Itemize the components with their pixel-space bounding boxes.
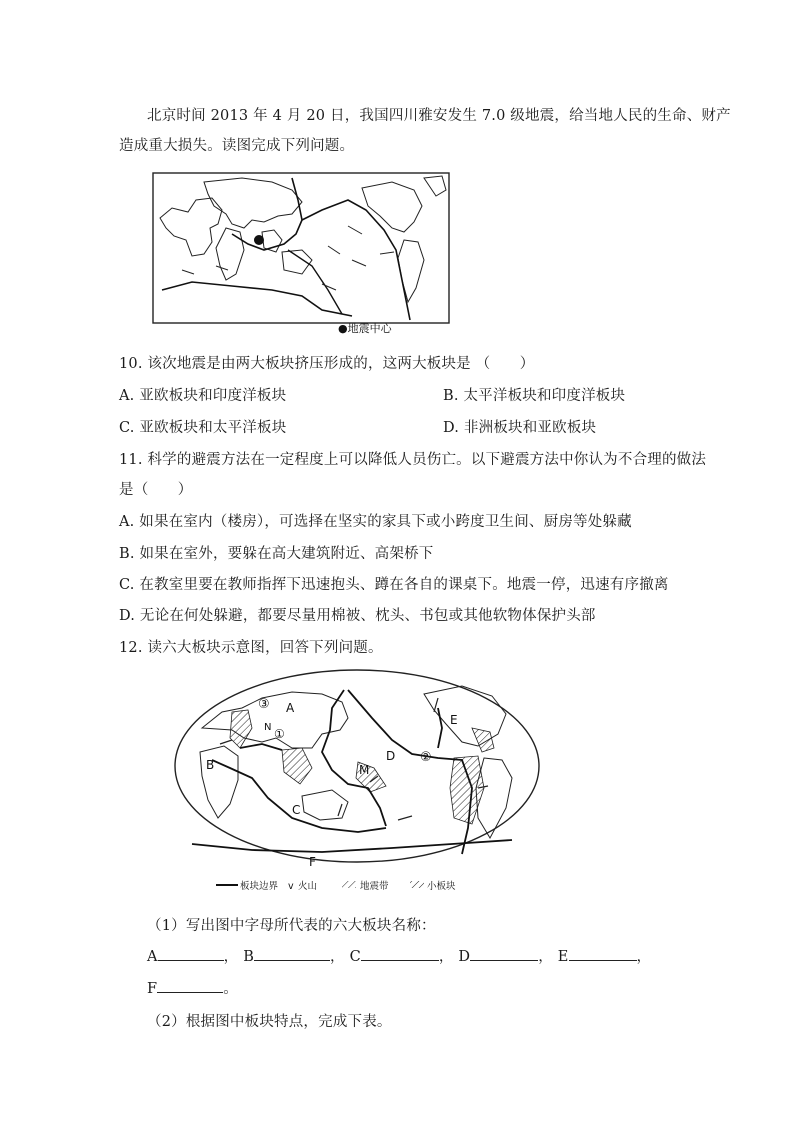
separator: ， [538,949,553,965]
legend-small-plate-swatch [410,881,424,888]
plate-label-e: E [450,713,458,727]
legend-quake-belt-swatch [342,881,356,888]
earthquake-map-figure [152,170,450,336]
legend-volcano: 火山 [298,881,318,892]
plate-label-m: M [359,763,370,777]
fill-blank-f[interactable] [157,978,223,993]
q11-stem-1: 11. 科学的避震方法在一定程度上可以降低人员伤亡。以下避震方法中你认为不合理的做法 [119,452,707,468]
plate-label-b: B [206,758,215,772]
fill-blank-e[interactable] [569,946,637,961]
six-plates-map [172,668,542,894]
plate-label-n: N [264,722,272,733]
fill-letter-a: A [147,949,158,965]
q12-stem: 12. 读六大板块示意图，回答下列问题。 [119,640,383,656]
separator: ， [636,949,652,965]
fill-letter-e: E [557,949,569,965]
fill-blank-c[interactable] [361,946,439,961]
intro-line-2: 造成重大损失。读图完成下列问题。 [119,138,355,154]
q12-fill-row-2 [147,977,238,998]
legend-quake-belt: 地震带 [360,881,389,892]
fill-blank-b[interactable] [254,946,330,961]
fill-letter-d: D [458,949,471,965]
legend-small-plate: 小板块 [427,881,456,892]
six-plates-map-figure [172,668,542,894]
map1-legend: ●地震中心 [338,322,392,335]
q11-option-b: B. 如果在室外，要躲在高大建筑附近、高架桥下 [119,546,434,562]
small-plate-2: ② [420,750,432,765]
q11-stem-2: 是（ ） [119,482,193,498]
fill-blank-d[interactable] [470,946,538,961]
legend-volcano-icon: v [288,881,294,892]
q11-option-d: D. 无论在何处躲避，都要尽量用棉被、枕头、书包或其他软物体保护头部 [119,608,596,624]
fill-letter-c: C [349,949,361,965]
earthquake-center-marker [254,235,264,245]
q11-option-a: A. 如果在室内（楼房），可选择在坚实的家具下或小跨度卫生间、厨房等处躲藏 [119,514,632,530]
separator: ， [223,949,239,965]
small-plate-1: ① [274,727,285,741]
earthquake-world-map [152,170,450,336]
small-plate-3: ③ [258,697,270,712]
q10-option-a: A. 亚欧板块和印度洋板块 [119,388,287,404]
plate-label-d: D [386,749,396,763]
q10-option-d: D. 非洲板块和亚欧板块 [443,420,597,436]
q11-option-c: C. 在教室里要在教师指挥下迅速抱头、蹲在各自的课桌下。地震一停，迅速有序撤离 [119,577,669,593]
separator: ， [438,949,454,965]
fill-blank-a[interactable] [158,946,224,961]
q12-sub2: （2）根据图中板块特点，完成下表。 [147,1014,392,1030]
q12-sub1: （1）写出图中字母所代表的六大板块名称： [147,918,436,934]
plate-label-f: F [309,855,316,869]
fill-letter-f: F [147,981,158,997]
period: 。 [223,981,238,997]
separator: ， [330,949,345,965]
plate-label-a: A [286,701,295,715]
q10-option-c: C. 亚欧板块和太平洋板块 [119,420,287,436]
q10-option-b: B. 太平洋板块和印度洋板块 [443,388,626,404]
legend-boundary: 板块边界 [240,881,279,892]
fill-letter-b: B [243,949,255,965]
intro-line-1: 北京时间 2013 年 4 月 20 日，我国四川雅安发生 7.0 级地震，给当地人民的生命、财产 [147,108,731,124]
plate-label-c: C [292,803,301,817]
q12-fill-row-1 [147,945,651,966]
q10-stem: 10. 该次地震是由两大板块挤压形成的，这两大板块是 （ ） [119,356,535,372]
